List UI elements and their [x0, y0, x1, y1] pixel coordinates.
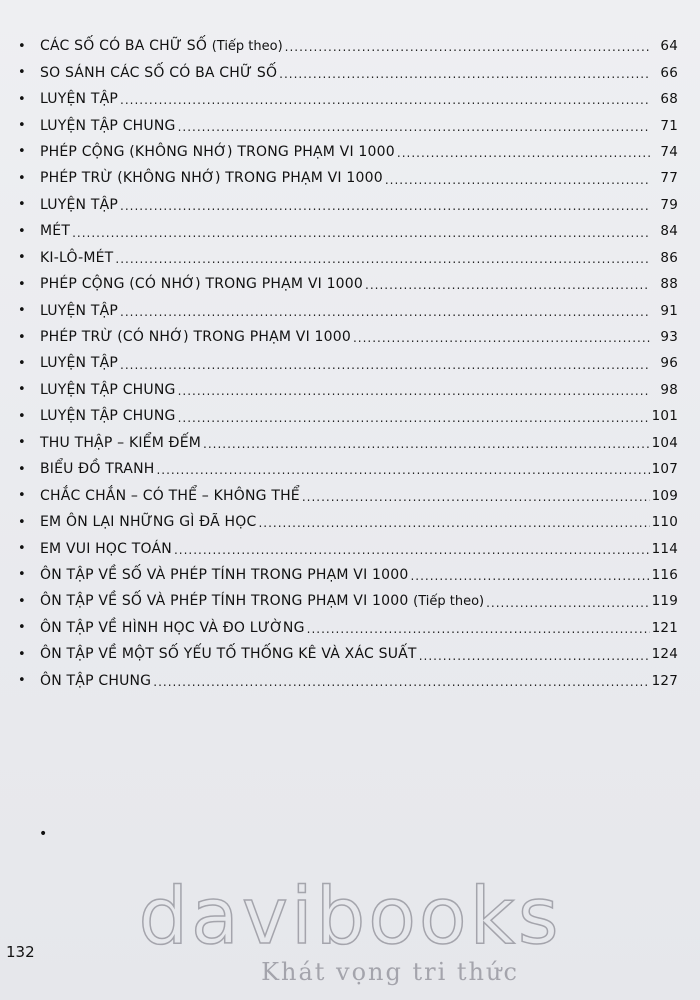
toc-entry-title-text: SO SÁNH CÁC SỐ CÓ BA CHỮ SỐ — [40, 64, 278, 81]
toc-entry-title-text: EM ÔN LẠI NHỮNG GÌ ĐÃ HỌC — [40, 514, 257, 531]
toc-entry-page: 79 — [660, 196, 678, 213]
dot-leader — [307, 623, 650, 641]
bullet-icon: • — [18, 223, 26, 239]
toc-entry — [18, 562, 678, 588]
toc-entry-page: 86 — [660, 249, 678, 266]
toc-entry-title — [40, 91, 118, 107]
toc-entry — [18, 615, 678, 641]
dot-leader — [115, 253, 650, 271]
bullet-icon: • — [18, 382, 26, 398]
bullet-icon: • — [18, 355, 26, 371]
toc-entry-title — [40, 329, 351, 345]
dot-leader — [279, 68, 650, 86]
toc-entry-title-text: ÔN TẬP VỀ SỐ VÀ PHÉP TÍNH TRONG PHẠM VI 1000 — [40, 566, 409, 583]
toc-entry-title-text: KI-LÔ-MÉT — [40, 249, 114, 266]
table-of-contents — [18, 33, 678, 694]
bullet-icon: • — [18, 276, 26, 292]
dot-leader — [410, 570, 649, 588]
bullet-icon: • — [18, 435, 26, 451]
toc-entry — [18, 377, 678, 403]
bullet-icon: • — [18, 303, 26, 319]
toc-entry-title — [40, 408, 176, 424]
bullet-icon: • — [18, 488, 26, 504]
toc-entry-page: 119 — [651, 593, 678, 610]
toc-entry — [18, 509, 678, 535]
toc-entry-title — [40, 223, 70, 239]
toc-entry-title-text: BIỂU ĐỒ TRANH — [40, 461, 155, 478]
bullet-icon: • — [18, 567, 26, 583]
toc-entry-title — [40, 673, 151, 689]
toc-entry-page: 101 — [651, 408, 678, 425]
toc-entry-title-text: LUYỆN TẬP — [40, 355, 119, 372]
toc-entry-page: 91 — [660, 302, 678, 319]
watermark-slogan: Khát vọng tri thức — [261, 958, 519, 986]
toc-entry — [18, 86, 678, 112]
dot-leader — [178, 385, 650, 403]
toc-entry-title — [40, 620, 305, 636]
toc-entry — [18, 245, 678, 271]
toc-entry — [18, 641, 678, 667]
toc-entry — [18, 297, 678, 323]
toc-entry — [18, 192, 678, 218]
bullet-icon: • — [18, 91, 26, 107]
toc-entry — [18, 324, 678, 350]
toc-entry-page: 127 — [651, 672, 678, 689]
dot-leader — [178, 412, 650, 430]
toc-entry-page: 84 — [660, 223, 678, 240]
toc-entry-page: 77 — [660, 170, 678, 187]
toc-entry-page: 98 — [660, 381, 678, 398]
toc-entry-title — [40, 488, 300, 504]
bullet-icon: • — [18, 408, 26, 424]
toc-entry-title-text: CHẮC CHẮN – CÓ THỂ – KHÔNG THỂ — [40, 487, 300, 504]
toc-entry-title-text: EM VUI HỌC TOÁN — [40, 540, 172, 557]
dot-leader — [302, 491, 650, 509]
bullet-icon: • — [18, 541, 26, 557]
dot-leader — [285, 41, 650, 59]
toc-entry-title-text: PHÉP CỘNG (CÓ NHỚ) TRONG PHẠM VI 1000 — [40, 276, 364, 293]
toc-entry-title-text: LUYỆN TẬP — [40, 302, 119, 319]
toc-entry — [18, 139, 678, 165]
toc-entry-page: 104 — [651, 434, 678, 451]
toc-entry-title — [40, 646, 417, 662]
bullet-icon: • — [18, 593, 26, 609]
toc-entry-subtitle: (Tiếp theo) — [211, 39, 283, 55]
toc-entry-title-text: CÁC SỐ CÓ BA CHỮ SỐ — [40, 38, 208, 55]
toc-entry-title — [40, 382, 176, 398]
toc-entry — [18, 430, 678, 456]
toc-entry-page: 64 — [660, 38, 678, 55]
toc-entry-title-text: LUYỆN TẬP — [40, 196, 119, 213]
toc-entry-title-text: PHÉP CỘNG (KHÔNG NHỚ) TRONG PHẠM VI 1000 — [40, 143, 395, 160]
toc-entry-page: 110 — [651, 514, 678, 531]
toc-entry-title — [40, 435, 201, 451]
dot-leader — [365, 279, 650, 297]
toc-entry — [18, 535, 678, 561]
toc-entry — [18, 456, 678, 482]
dot-leader — [156, 464, 649, 482]
toc-entry-page: 107 — [651, 461, 678, 478]
dot-leader — [120, 306, 650, 324]
dot-leader — [120, 94, 650, 112]
bullet-icon: • — [18, 514, 26, 530]
bullet-icon: • — [18, 673, 26, 689]
toc-entry-title — [40, 65, 277, 81]
watermark-brand: davibooks — [138, 872, 562, 962]
dot-leader — [486, 597, 650, 615]
dot-leader — [203, 438, 650, 456]
toc-entry-title-text: MÉT — [40, 223, 71, 240]
toc-entry-title-text: PHÉP TRỪ (CÓ NHỚ) TRONG PHẠM VI 1000 — [40, 329, 351, 346]
toc-entry — [18, 350, 678, 376]
bullet-icon: • — [18, 461, 26, 477]
bullet-icon: • — [18, 118, 26, 134]
toc-entry-page: 124 — [651, 646, 678, 663]
toc-entry — [18, 218, 678, 244]
bullet-icon: • — [18, 646, 26, 662]
toc-entry-page: 74 — [660, 143, 678, 160]
stray-bullet: • — [39, 826, 48, 842]
toc-entry-title — [40, 541, 172, 557]
toc-entry — [18, 165, 678, 191]
toc-entry-page: 88 — [660, 276, 678, 293]
bullet-icon: • — [18, 197, 26, 213]
dot-leader — [385, 174, 650, 192]
toc-entry-title — [40, 514, 256, 530]
toc-entry — [18, 271, 678, 297]
toc-entry — [18, 59, 678, 85]
bullet-icon: • — [18, 329, 26, 345]
toc-entry-title-text: ÔN TẬP VỀ MỘT SỐ YẾU TỐ THỐNG KÊ VÀ XÁC SUẤT — [40, 646, 417, 663]
toc-entry-title — [40, 593, 484, 609]
toc-entry-page: 66 — [660, 64, 678, 81]
bullet-icon: • — [18, 65, 26, 81]
toc-entry — [18, 403, 678, 429]
toc-entry-title — [40, 461, 154, 477]
dot-leader — [397, 147, 650, 165]
toc-entry-page: 68 — [660, 91, 678, 108]
toc-entry — [18, 668, 678, 694]
toc-entry-title — [40, 118, 176, 134]
toc-entry-title — [40, 355, 118, 371]
toc-entry-title-text: THU THẬP – KIỂM ĐẾM — [40, 434, 202, 451]
toc-entry-title-text: LUYỆN TẬP CHUNG — [40, 408, 176, 425]
toc-entry — [18, 482, 678, 508]
bullet-icon: • — [18, 170, 26, 186]
toc-entry-page: 93 — [660, 329, 678, 346]
toc-entry-title — [40, 170, 383, 186]
dot-leader — [353, 332, 650, 350]
toc-entry — [18, 588, 678, 614]
toc-entry-title-text: ÔN TẬP CHUNG — [40, 672, 152, 689]
toc-entry — [18, 112, 678, 138]
toc-entry-title-text: LUYỆN TẬP CHUNG — [40, 117, 176, 134]
dot-leader — [120, 359, 650, 377]
toc-entry — [18, 33, 678, 59]
toc-entry-title — [40, 567, 408, 583]
bullet-icon: • — [18, 620, 26, 636]
toc-entry-page: 114 — [651, 540, 678, 557]
dot-leader — [258, 517, 649, 535]
toc-entry-title — [40, 303, 118, 319]
toc-entry-title-text: ÔN TẬP VỀ SỐ VÀ PHÉP TÍNH TRONG PHẠM VI 1000 — [40, 593, 409, 610]
toc-entry-title-text: LUYỆN TẬP CHUNG — [40, 381, 176, 398]
toc-entry-title — [40, 250, 113, 266]
bullet-icon: • — [18, 144, 26, 160]
toc-entry-title — [40, 276, 363, 292]
toc-entry-page: 96 — [660, 355, 678, 372]
toc-entry-page: 109 — [651, 487, 678, 504]
toc-entry-title-text: ÔN TẬP VỀ HÌNH HỌC VÀ ĐO LƯỜNG — [40, 619, 305, 636]
toc-entry-title — [40, 197, 118, 213]
toc-entry-subtitle: (Tiếp theo) — [413, 594, 485, 610]
toc-entry-title-text: LUYỆN TẬP — [40, 91, 119, 108]
dot-leader — [72, 227, 650, 245]
dot-leader — [174, 544, 650, 562]
dot-leader — [153, 676, 649, 694]
toc-entry-title — [40, 144, 395, 160]
dot-leader — [120, 200, 650, 218]
toc-entry-page: 116 — [651, 566, 678, 583]
toc-entry-page: 121 — [651, 619, 678, 636]
toc-entry-title — [40, 38, 283, 54]
bullet-icon: • — [18, 250, 26, 266]
page-number: 132 — [6, 943, 35, 961]
toc-entry-title-text: PHÉP TRỪ (KHÔNG NHỚ) TRONG PHẠM VI 1000 — [40, 170, 383, 187]
dot-leader — [419, 650, 650, 668]
bullet-icon: • — [18, 38, 26, 54]
toc-entry-page: 71 — [660, 117, 678, 134]
dot-leader — [178, 121, 650, 139]
